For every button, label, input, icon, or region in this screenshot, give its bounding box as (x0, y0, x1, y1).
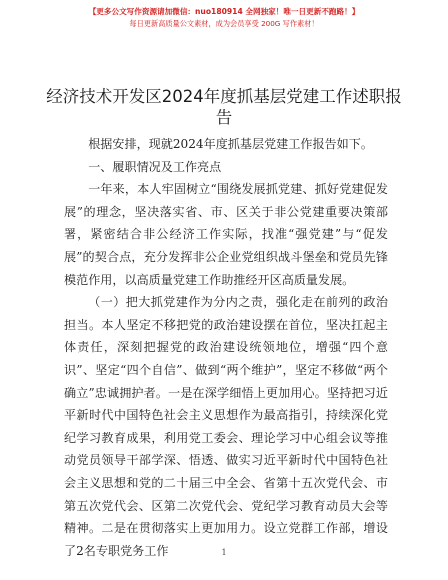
intro-paragraph: 根据安排，现就2024年度抓基层党建工作报告如下。 (88, 137, 373, 151)
body-paragraph: 一年来，本人牢固树立“围绕发展抓党建、抓好党建促发展”的理念，坚决落实省、市、区关于非公党建重要决策部署，紧密结合非公经济工作实际，找准“强党建”与“促发展”的契合点，充分发挥非公企业党组织战斗堡垒和党员先锋模范作用，以高质量党建工作助推经开区高质量发展。 (64, 182, 388, 287)
page-number: 1 (221, 548, 227, 557)
document-body (64, 133, 388, 562)
promo-line-2: 每日更新高质量公文素材，成为会员享受 200G 写作素材！ (129, 19, 319, 28)
body-paragraph: （一）把大抓党建作为分内之责，强化走在前列的政治担当。本人坚定不移把党的政治建设摆在首位，坚决扛起主体责任，深刻把握党的政治建设统领地位，增强“四个意识”、坚定“四个自信”、做到“两个维护”，坚定不移做“两个确立”忠诚拥护者。一是在深学细悟上更加用心。坚持把习近平新时代中国特色社会主义思想作为最高指引，持续深化党纪学习教育成果，利用党工委会、理论学习中心组会议等推动党员领导干部学深、悟透、做实习近平新时代中国特色社会主义思想和党的二十届三中全会、省第十五次党代会、市第五次党代会、区第二次党代会、党纪学习教育动员大会等精神。二是在贯彻落实上更加用力。设立党群工作部，增设了2名专职党务工作 (64, 295, 388, 558)
promo-banner (0, 6, 448, 29)
promo-line-1: 【更多公文写作资源请加微信：nuo180914 全网独家！唯一日更新不跑路！】 (88, 7, 360, 16)
document-title: 经济技术开发区2024年度抓基层党建工作述职报告 (46, 87, 402, 127)
section-heading: 一、履职情况及工作亮点 (88, 159, 222, 174)
